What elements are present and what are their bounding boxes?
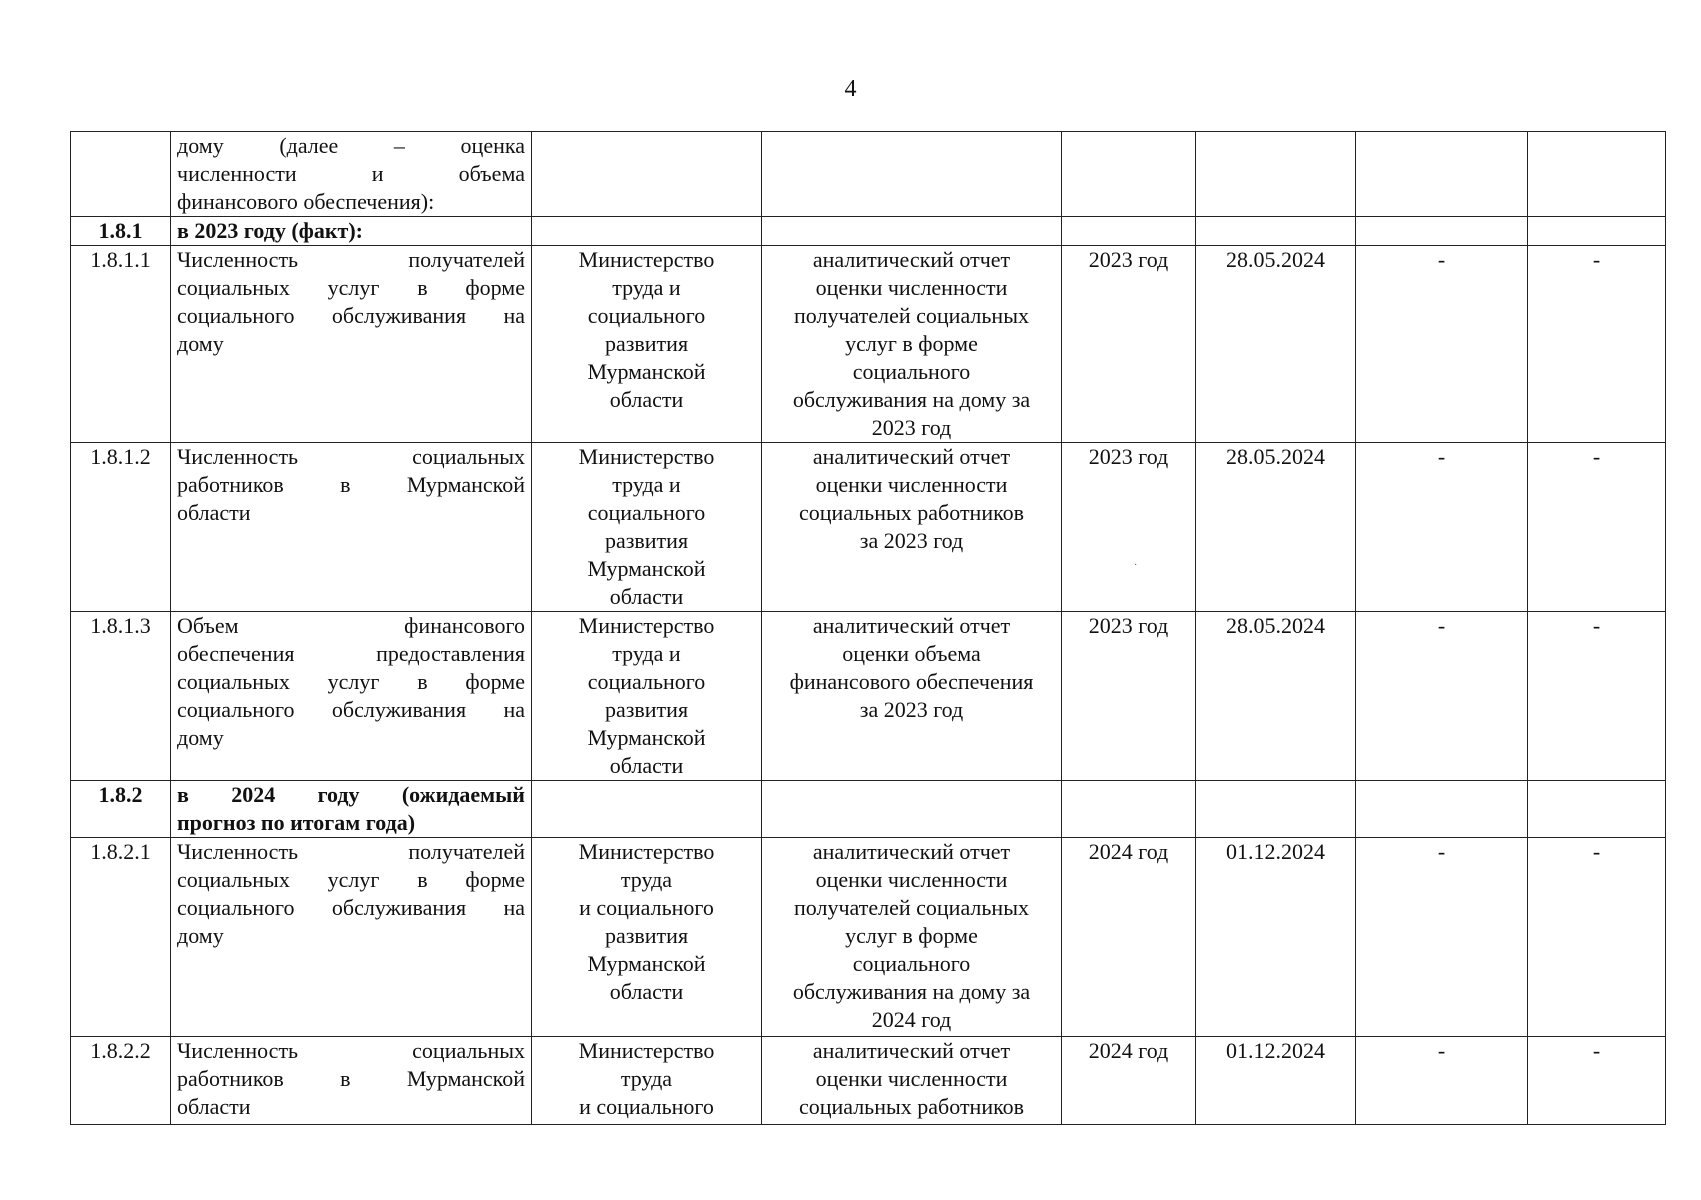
table-body xyxy=(71,132,1666,1125)
responsible-org-line: Министерство xyxy=(578,1038,715,1063)
column-8-cell xyxy=(1528,443,1666,612)
row-number-cell xyxy=(71,1037,171,1125)
period-line: 2023 год xyxy=(1088,613,1169,638)
deadline-cell xyxy=(1196,246,1356,443)
responsible-org-line: развития xyxy=(604,528,689,553)
indicator-name-line: работников в Мурманской xyxy=(177,472,525,497)
responsible-org-line: области xyxy=(609,753,684,778)
column-8-cell xyxy=(1528,612,1666,781)
document-line: оценки объема xyxy=(842,641,981,666)
document-line: оценки численности xyxy=(815,867,1008,892)
column-8-cell xyxy=(1528,132,1666,217)
column-8-cell xyxy=(1528,246,1666,443)
responsible-org-line: области xyxy=(609,387,684,412)
row-number-line: 1.8.1 xyxy=(98,218,143,243)
responsible-org-line: области xyxy=(609,584,684,609)
responsible-org-line: Мурманской xyxy=(587,556,706,581)
document-line: 2023 год xyxy=(871,415,952,440)
row-number-line: 1.8.1.3 xyxy=(90,613,151,638)
period-line: 2024 год xyxy=(1088,1038,1169,1063)
period-cell xyxy=(1062,781,1196,838)
column-7-line: - xyxy=(1437,1038,1446,1063)
responsible-org-cell xyxy=(532,838,762,1037)
deadline-cell xyxy=(1196,1037,1356,1125)
column-7-cell xyxy=(1356,612,1528,781)
table-row xyxy=(71,838,1666,1037)
table-row xyxy=(71,443,1666,612)
indicator-name-line: Численность социальных xyxy=(177,444,525,469)
indicator-name-line: обеспечения предоставления xyxy=(177,641,525,666)
period-line: 2023 год xyxy=(1088,444,1169,469)
document-line: обслуживания на дому за xyxy=(792,979,1031,1004)
column-7-cell xyxy=(1356,781,1528,838)
document-line: социального xyxy=(852,951,971,976)
period-cell xyxy=(1062,1037,1196,1125)
column-7-line: - xyxy=(1437,839,1446,864)
indicator-name-line: Численность получателей xyxy=(177,839,525,864)
responsible-org-line: труда xyxy=(620,867,673,892)
deadline-line: 28.05.2024 xyxy=(1226,613,1325,638)
responsible-org-line: социального xyxy=(587,669,706,694)
indicator-name-cell xyxy=(171,443,532,612)
indicator-name-line: дому xyxy=(177,725,224,750)
document-table xyxy=(70,131,1666,1125)
indicator-name-line: финансового обеспечения): xyxy=(177,189,435,214)
deadline-cell xyxy=(1196,612,1356,781)
stray-mark: · xyxy=(1134,560,1138,571)
responsible-org-line: Министерство xyxy=(578,444,715,469)
indicator-name-cell xyxy=(171,1037,532,1125)
period-cell xyxy=(1062,246,1196,443)
column-7-line: - xyxy=(1437,444,1446,469)
period-cell xyxy=(1062,612,1196,781)
document-cell xyxy=(762,217,1062,246)
document-line: оценки численности xyxy=(815,275,1008,300)
period-line: 2023 год xyxy=(1088,247,1169,272)
document-line: финансового обеспечения xyxy=(789,669,1034,694)
responsible-org-cell xyxy=(532,443,762,612)
document-line: получателей социальных xyxy=(794,303,1029,328)
column-8-line: - xyxy=(1592,444,1601,469)
indicator-name-line: прогноз по итогам года) xyxy=(177,810,416,835)
period-cell xyxy=(1062,838,1196,1037)
column-8-cell xyxy=(1528,1037,1666,1125)
document-line: за 2023 год xyxy=(859,697,964,722)
row-number-cell xyxy=(71,838,171,1037)
indicator-name-line: Численность получателей xyxy=(177,247,525,272)
column-7-cell xyxy=(1356,246,1528,443)
period-cell xyxy=(1062,132,1196,217)
indicator-name-line: дому xyxy=(177,923,224,948)
column-8-line: - xyxy=(1592,613,1601,638)
row-number-line: 1.8.2 xyxy=(98,782,143,807)
period-cell xyxy=(1062,443,1196,612)
table-row xyxy=(71,246,1666,443)
column-7-cell xyxy=(1356,838,1528,1037)
deadline-line: 01.12.2024 xyxy=(1226,1038,1325,1063)
indicator-name-line: дому xyxy=(177,331,224,356)
responsible-org-line: социального xyxy=(587,303,706,328)
responsible-org-cell xyxy=(532,132,762,217)
responsible-org-line: развития xyxy=(604,923,689,948)
indicator-name-line: социальных услуг в форме xyxy=(177,867,525,892)
responsible-org-line: труда и xyxy=(612,472,681,497)
table-row xyxy=(71,132,1666,217)
indicator-name-line: в 2024 году (ожидаемый xyxy=(177,782,525,807)
indicator-name-line: численности и объема xyxy=(177,161,525,186)
document-line: социальных работников xyxy=(798,500,1025,525)
responsible-org-line: и социального xyxy=(579,895,714,920)
row-number-cell xyxy=(71,217,171,246)
column-8-line: - xyxy=(1592,1038,1601,1063)
indicator-name-line: области xyxy=(177,500,251,525)
document-line: получателей социальных xyxy=(794,895,1029,920)
deadline-cell xyxy=(1196,132,1356,217)
deadline-cell xyxy=(1196,217,1356,246)
document-cell xyxy=(762,838,1062,1037)
column-7-cell xyxy=(1356,1037,1528,1125)
responsible-org-cell xyxy=(532,612,762,781)
row-number-line: 1.8.2.1 xyxy=(90,839,151,864)
row-number-cell xyxy=(71,443,171,612)
responsible-org-line: Мурманской xyxy=(587,359,706,384)
document-line: услуг в форме xyxy=(845,923,978,948)
document-cell xyxy=(762,132,1062,217)
responsible-org-cell xyxy=(532,781,762,838)
responsible-org-line: развития xyxy=(604,697,689,722)
column-7-cell xyxy=(1356,217,1528,246)
responsible-org-line: труда xyxy=(620,1066,673,1091)
document-cell xyxy=(762,781,1062,838)
indicator-name-line: работников в Мурманской xyxy=(177,1066,525,1091)
indicator-name-line: дому (далее – оценка xyxy=(177,133,525,158)
indicator-name-line: социального обслуживания на xyxy=(177,895,525,920)
row-number-cell xyxy=(71,246,171,443)
indicator-name-line: социального обслуживания на xyxy=(177,697,525,722)
column-8-line: - xyxy=(1592,247,1601,272)
document-line: аналитический отчет xyxy=(812,444,1011,469)
column-7-cell xyxy=(1356,443,1528,612)
deadline-cell xyxy=(1196,443,1356,612)
table-row xyxy=(71,781,1666,838)
indicator-name-line: в 2023 году (факт): xyxy=(177,218,364,243)
deadline-cell xyxy=(1196,838,1356,1037)
column-7-line: - xyxy=(1437,247,1446,272)
column-8-cell xyxy=(1528,217,1666,246)
document-cell xyxy=(762,1037,1062,1125)
responsible-org-line: области xyxy=(609,979,684,1004)
responsible-org-line: труда и xyxy=(612,641,681,666)
row-number-cell xyxy=(71,781,171,838)
document-line: услуг в форме xyxy=(845,331,978,356)
indicator-name-line: области xyxy=(177,1094,251,1119)
document-cell xyxy=(762,443,1062,612)
column-8-cell xyxy=(1528,838,1666,1037)
document-line: оценки численности xyxy=(815,1066,1008,1091)
document-line: аналитический отчет xyxy=(812,839,1011,864)
document-line: аналитический отчет xyxy=(812,247,1011,272)
column-7-cell xyxy=(1356,132,1528,217)
indicator-name-cell xyxy=(171,132,532,217)
responsible-org-line: Министерство xyxy=(578,247,715,272)
deadline-line: 28.05.2024 xyxy=(1226,247,1325,272)
document-line: социального xyxy=(852,359,971,384)
indicator-name-line: Объем финансового xyxy=(177,613,525,638)
responsible-org-line: Министерство xyxy=(578,613,715,638)
indicator-name-line: социальных услуг в форме xyxy=(177,669,525,694)
document-line: социальных работников xyxy=(798,1094,1025,1119)
indicator-name-cell xyxy=(171,781,532,838)
period-cell xyxy=(1062,217,1196,246)
indicator-name-line: социального обслуживания на xyxy=(177,303,525,328)
responsible-org-line: развития xyxy=(604,331,689,356)
row-number-cell xyxy=(71,132,171,217)
responsible-org-cell xyxy=(532,217,762,246)
deadline-line: 01.12.2024 xyxy=(1226,839,1325,864)
indicator-name-cell xyxy=(171,838,532,1037)
document-cell xyxy=(762,612,1062,781)
row-number-line: 1.8.2.2 xyxy=(90,1038,151,1063)
indicator-name-cell xyxy=(171,612,532,781)
column-8-cell xyxy=(1528,781,1666,838)
document-line: 2024 год xyxy=(871,1007,952,1032)
responsible-org-line: Мурманской xyxy=(587,725,706,750)
row-number-line: 1.8.1.1 xyxy=(90,247,151,272)
indicator-name-cell xyxy=(171,217,532,246)
column-8-line: - xyxy=(1592,839,1601,864)
document-line: оценки численности xyxy=(815,472,1008,497)
indicator-name-line: Численность социальных xyxy=(177,1038,525,1063)
indicator-name-cell xyxy=(171,246,532,443)
document-line: аналитический отчет xyxy=(812,1038,1011,1063)
document-line: аналитический отчет xyxy=(812,613,1011,638)
responsible-org-line: Мурманской xyxy=(587,951,706,976)
period-line: 2024 год xyxy=(1088,839,1169,864)
document-line: за 2023 год xyxy=(859,528,964,553)
row-number-cell xyxy=(71,612,171,781)
deadline-cell xyxy=(1196,781,1356,838)
responsible-org-line: труда и xyxy=(612,275,681,300)
deadline-line: 28.05.2024 xyxy=(1226,444,1325,469)
indicator-name-line: социальных услуг в форме xyxy=(177,275,525,300)
table-row xyxy=(71,217,1666,246)
responsible-org-line: социального xyxy=(587,500,706,525)
responsible-org-cell xyxy=(532,246,762,443)
responsible-org-line: и социального xyxy=(579,1094,714,1119)
responsible-org-line: Министерство xyxy=(578,839,715,864)
document-line: обслуживания на дому за xyxy=(792,387,1031,412)
row-number-line: 1.8.1.2 xyxy=(90,444,151,469)
table-row xyxy=(71,612,1666,781)
document-cell xyxy=(762,246,1062,443)
responsible-org-cell xyxy=(532,1037,762,1125)
table-row xyxy=(71,1037,1666,1125)
page-number: 4 xyxy=(844,76,857,102)
column-7-line: - xyxy=(1437,613,1446,638)
